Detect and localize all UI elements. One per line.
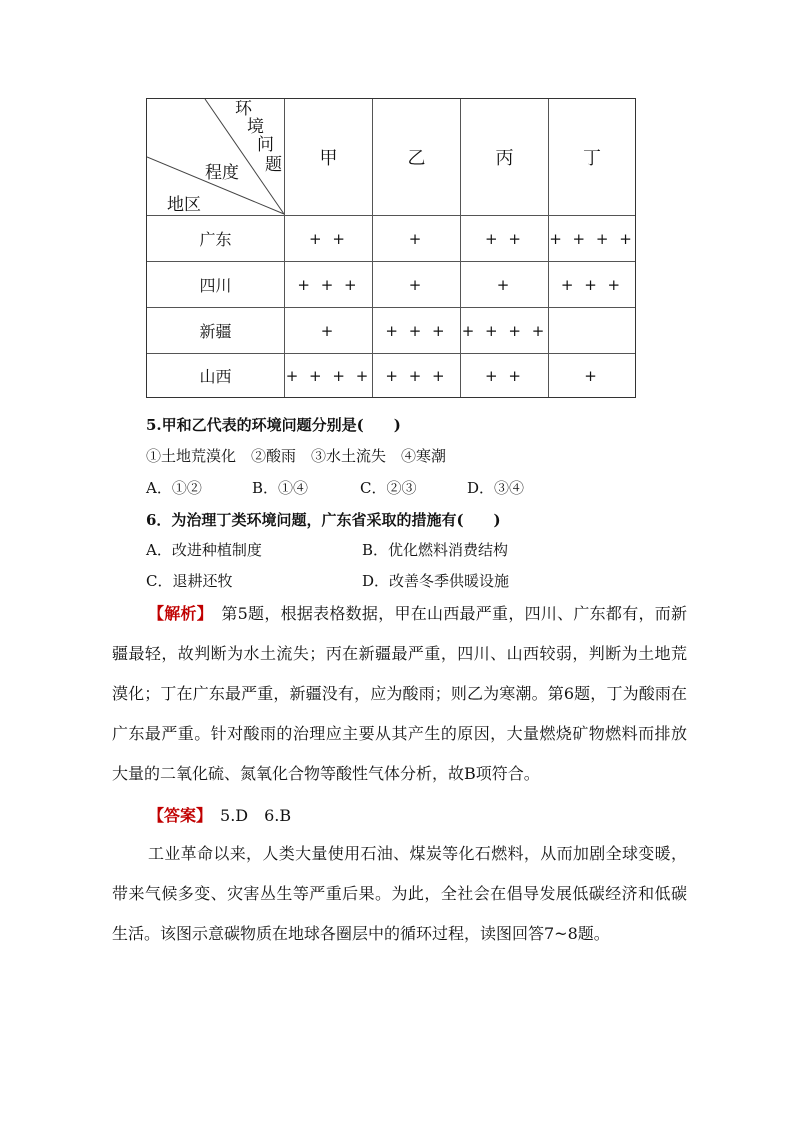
table-cell: + — [320, 321, 337, 340]
question-5-stem: 5.甲和乙代表的环境问题分别是( ) — [146, 416, 401, 434]
q5-option-c: C．②③ — [360, 479, 417, 497]
row-label: 新疆 — [199, 322, 232, 341]
answer-tag: 【答案】 — [148, 806, 205, 825]
table-cell: + + — [485, 366, 524, 385]
table-cell: + — [408, 229, 425, 248]
table-cell: + — [496, 275, 513, 294]
table-cell: + + + — [385, 366, 448, 385]
header-region: 地区 — [167, 195, 201, 215]
q6-option-a: A．改进种植制度 — [146, 541, 262, 559]
answer-text: 5.D 6.B — [204, 806, 292, 825]
column-header: 甲 — [319, 148, 338, 169]
header-char-3: 问 — [257, 135, 274, 155]
environment-table — [146, 98, 636, 398]
analysis-tag: 【解析】 — [148, 604, 206, 623]
header-char-1: 环 — [235, 99, 252, 119]
table-cell — [549, 308, 635, 353]
header-degree: 程度 — [205, 163, 239, 183]
header-char-4: 题 — [265, 155, 282, 175]
answer-paragraph — [112, 796, 687, 836]
q6-option-c: C．退耕还牧 — [146, 572, 233, 590]
table-cell: + + + — [297, 275, 360, 294]
q5-option-d: D．③④ — [467, 479, 525, 497]
table-cell: + + — [309, 229, 348, 248]
table-cell: + + + — [560, 275, 624, 294]
analysis-text: 第5题，根据表格数据，甲在山西最严重，四川、广东都有，而新疆最轻，故判断为水土流失；丙在新疆最严重，四川、山西较弱，判断为土地荒漠化；丁在广东最严重，新疆没有，应为酸雨；则乙为寒潮。第6题，丁为酸雨在广东最严重。针对酸雨的治理应主要从其产生的原因，大量燃烧矿物燃料而排放大量的二氧化硫、氮氧化合物等酸性气体分析，故B项符合。 — [112, 604, 687, 783]
table-cell: + + — [485, 229, 524, 248]
q6-option-b: B．优化燃料消费结构 — [362, 541, 509, 559]
column-header: 丙 — [495, 148, 514, 169]
table-cell: + — [584, 366, 600, 385]
analysis-paragraph — [112, 594, 687, 794]
q5-option-a: A．①② — [146, 479, 202, 497]
q5-option-b: B．①④ — [252, 479, 309, 497]
column-header: 乙 — [407, 148, 426, 169]
q6-option-d: D．改善冬季供暖设施 — [362, 572, 510, 590]
table-cell: + + + — [385, 321, 448, 340]
row-label: 广东 — [199, 230, 232, 249]
row-label: 四川 — [199, 276, 232, 295]
table-cell: + + + + — [285, 366, 372, 385]
question-5-items: ①土地荒漠化 ②酸雨 ③水土流失 ④寒潮 — [146, 447, 447, 465]
table-cell: + + + + — [461, 321, 548, 340]
question-6-stem: 6．为治理丁类环境问题，广东省采取的措施有( ) — [146, 511, 501, 529]
table-cell: + + + + — [549, 229, 635, 248]
column-header: 丁 — [583, 148, 601, 169]
passage-paragraph: 工业革命以来，人类大量使用石油、煤炭等化石燃料，从而加剧全球变暖，带来气候多变、灾害丛生等严重后果。为此，全社会在倡导发展低碳经济和低碳生活。该图示意碳物质在地球各圈层中的循环过程，读图回答7~8题。 — [112, 844, 687, 943]
table-cell: + — [408, 275, 425, 294]
row-label: 山西 — [199, 367, 232, 386]
header-char-2: 境 — [247, 117, 264, 137]
